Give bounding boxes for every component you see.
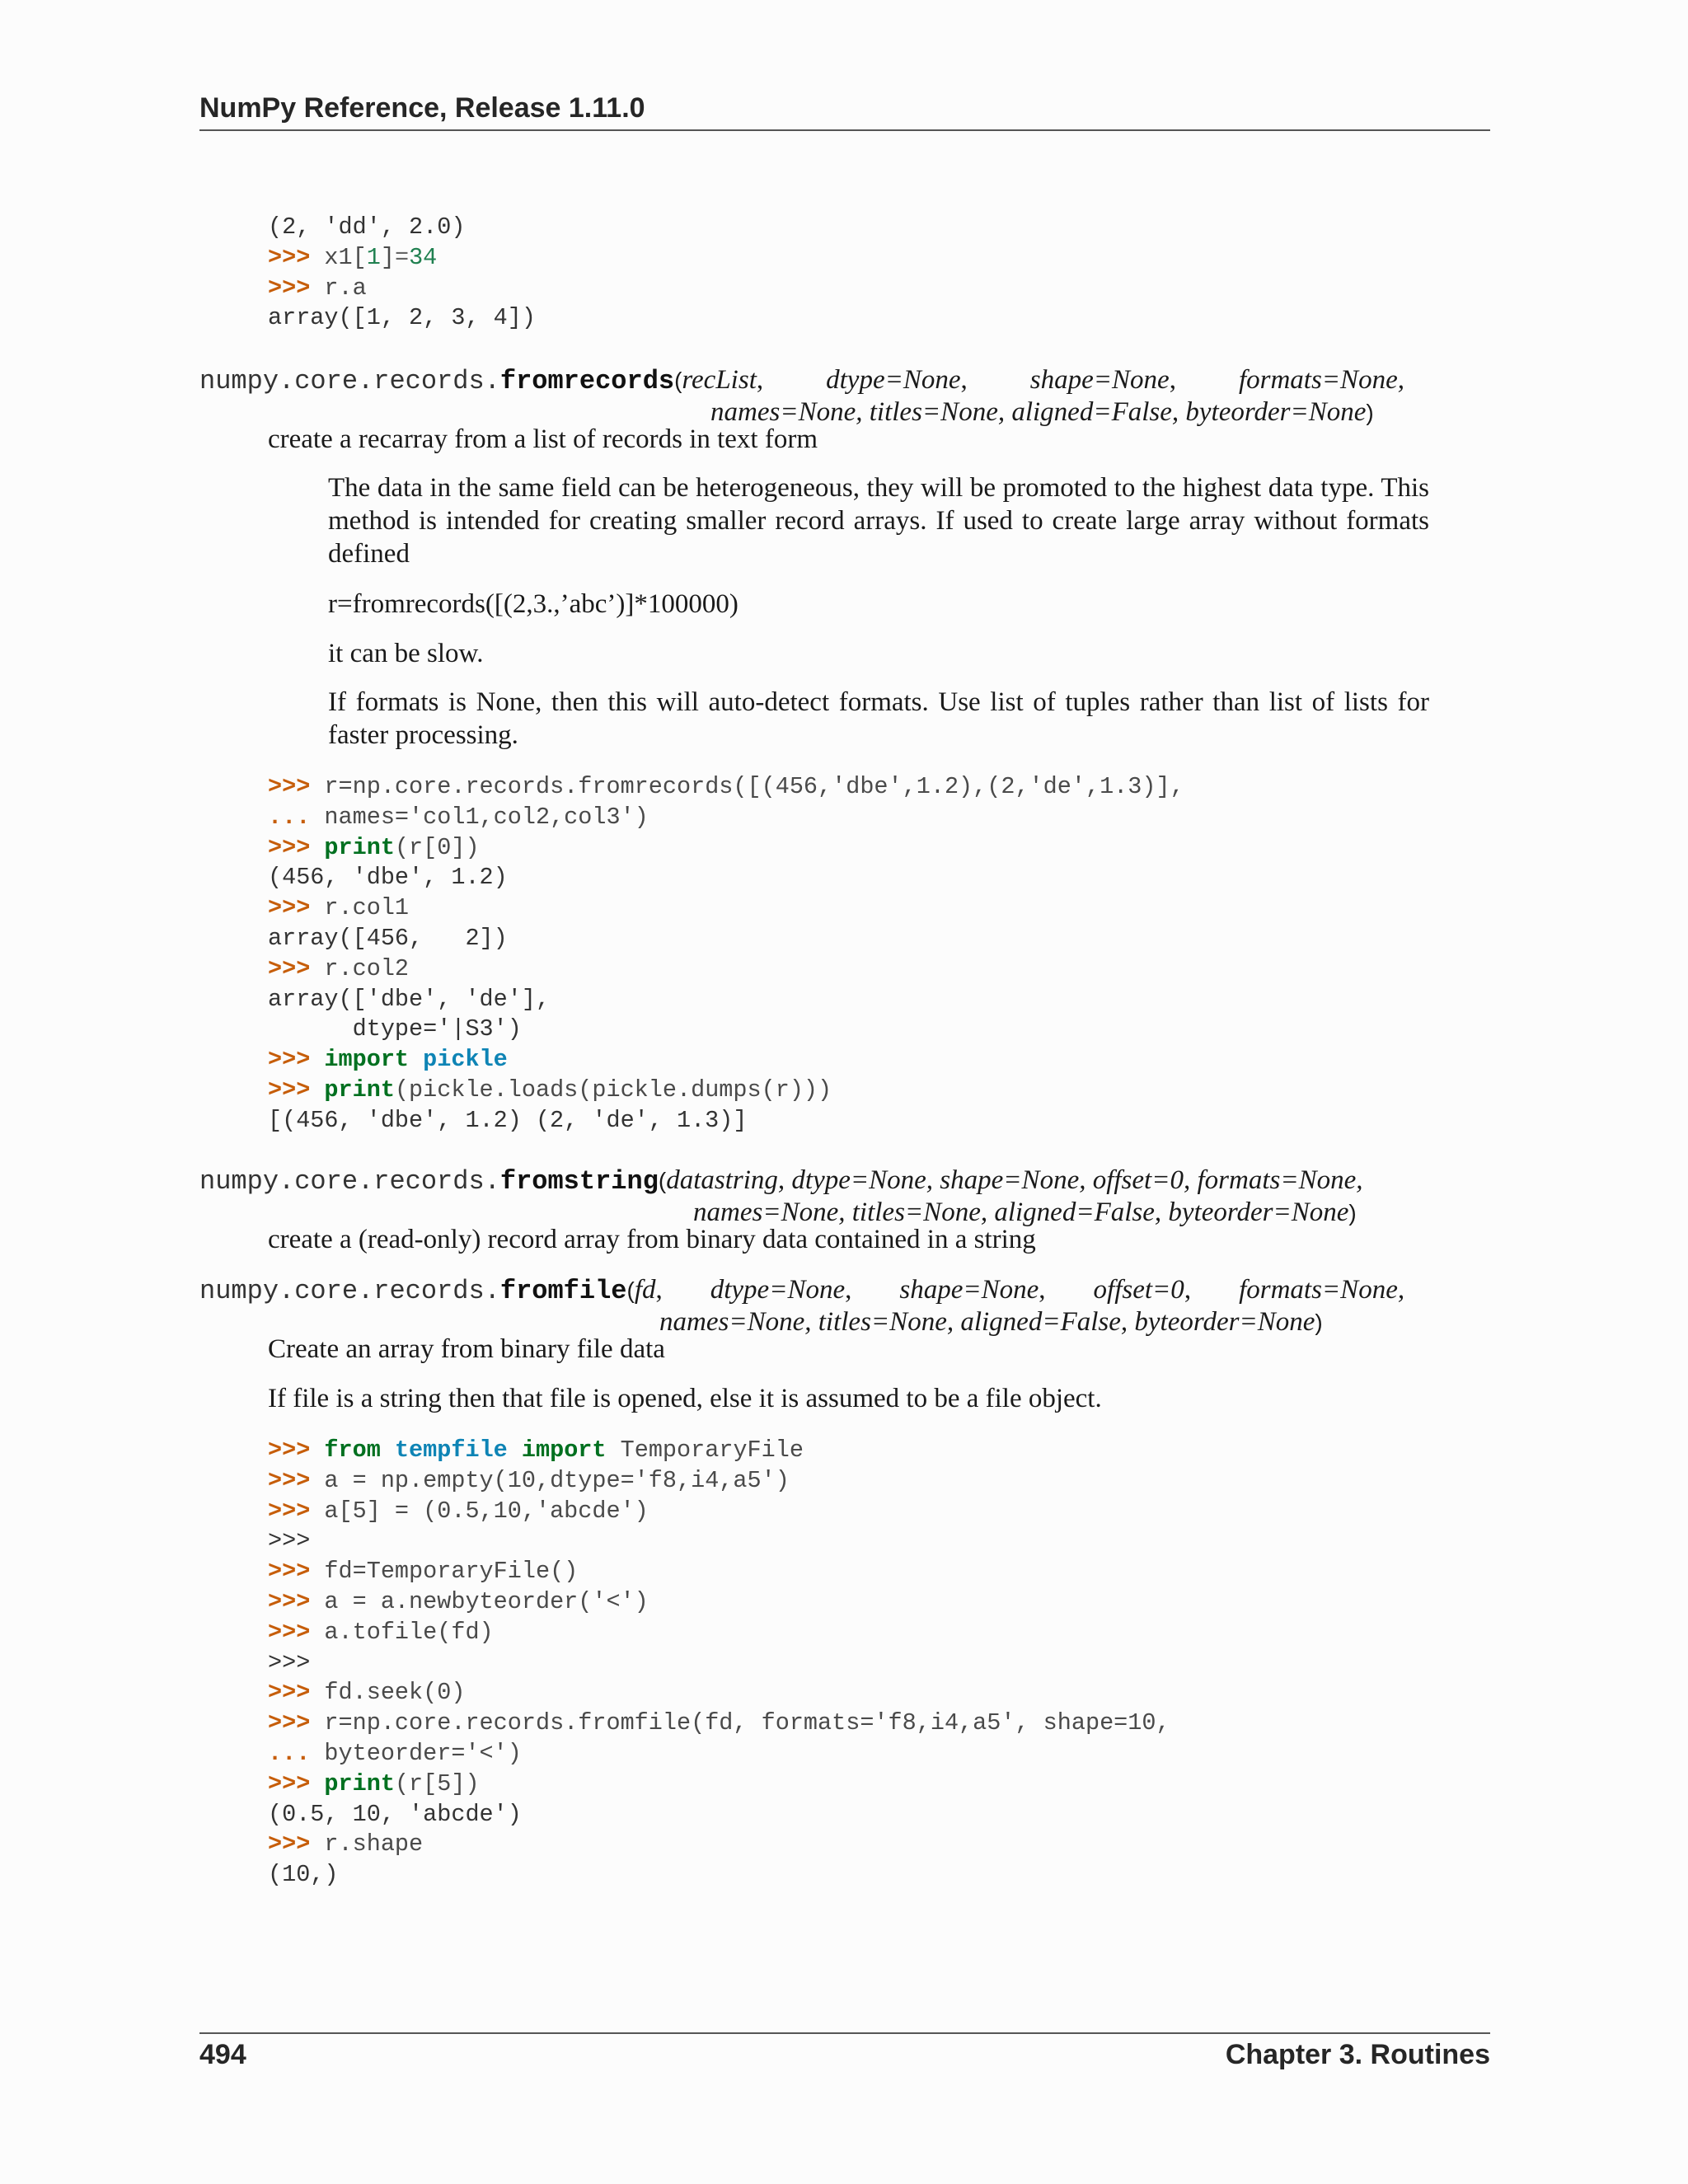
- fromfile-signature-line2: [659, 1307, 1323, 1338]
- code-output: [(456, 'dbe', 1.2) (2, 'de', 1.3)]: [268, 1106, 748, 1134]
- param: dtype=None: [710, 1275, 846, 1305]
- close-paren: ): [1348, 1200, 1357, 1226]
- code-operator: =: [394, 243, 410, 271]
- code-prompt: >>>: [268, 1679, 311, 1707]
- code-module: tempfile: [394, 1436, 508, 1464]
- code-prompt: >>>: [268, 274, 311, 302]
- code-number: 1: [366, 243, 381, 271]
- code-output: array(['dbe', 'de'],: [268, 985, 551, 1013]
- code-text: fd=TemporaryFile(): [324, 1558, 579, 1586]
- code-output: (10,): [268, 1861, 339, 1889]
- code-prompt: >>>: [268, 1497, 311, 1525]
- code-prompt: >>>: [268, 1618, 311, 1646]
- code-output: dtype='|S3'): [268, 1015, 522, 1043]
- code-keyword: from: [324, 1436, 381, 1464]
- code-text: (r[0]): [394, 833, 480, 861]
- fromrecords-signature: numpy.core.records.fromrecords(recList, dtype=None, shape=None, formats=None,: [199, 365, 1404, 396]
- chapter-title: Chapter 3. Routines: [1225, 2039, 1490, 2070]
- page-number: 494: [199, 2039, 246, 2070]
- close-paren: ): [1366, 400, 1374, 425]
- code-prompt: >>>: [268, 1436, 311, 1464]
- signature-name: fromstring: [499, 1166, 659, 1197]
- code-prompt: >>>: [268, 1709, 311, 1737]
- code-text: x1[: [324, 243, 367, 271]
- code-text: r=np.core.records.fromrecords([(456,'dbe',1.2),(2,'de',1.3)],: [324, 773, 1184, 800]
- param: fd: [634, 1275, 656, 1305]
- code-number: 34: [409, 243, 438, 271]
- open-paren: (: [658, 1168, 667, 1193]
- fromfile-signature: numpy.core.records.fromfile(fd, dtype=None, shape=None, offset=0, formats=None,: [199, 1275, 1405, 1306]
- param: shape=None: [899, 1275, 1039, 1305]
- code-text: r.a: [324, 274, 367, 302]
- code-text: r.shape: [324, 1830, 424, 1858]
- code-keyword: print: [324, 1769, 395, 1797]
- code-output: (456, 'dbe', 1.2): [268, 864, 508, 892]
- code-prompt: >>>: [268, 1558, 311, 1586]
- code-prompt: >>>: [268, 954, 311, 982]
- code-text: byteorder='<'): [324, 1739, 522, 1767]
- code-block-top: [268, 213, 536, 334]
- param-list: names=None, titles=None, aligned=False, byteorder=None: [659, 1307, 1315, 1337]
- fromstring-signature: [199, 1165, 1363, 1197]
- code-text: a.tofile(fd): [324, 1618, 494, 1646]
- open-paren: (: [626, 1277, 635, 1303]
- param: formats=None,: [1238, 365, 1404, 395]
- fromrecords-description: The data in the same field can be heterogeneous, they will be promoted to the highest data type. This method is intended for creating smaller record arrays. If used to create large array without formats defined: [328, 473, 1429, 569]
- code-text: r=np.core.records.fromfile(fd, formats='f8,i4,a5', shape=10,: [324, 1709, 1170, 1737]
- fromfile-description: If file is a string then that file is opened, else it is assumed to be a file object.: [268, 1384, 1102, 1413]
- code-keyword: print: [324, 833, 395, 861]
- code-prompt: >>>: [268, 1466, 311, 1494]
- fromrecords-note: it can be slow.: [328, 639, 484, 668]
- fromfile-code-block: [268, 1436, 1170, 1891]
- signature-name: fromrecords: [499, 366, 675, 396]
- signature-prefix: numpy.core.records.: [199, 1276, 500, 1306]
- param: recList: [682, 365, 757, 395]
- fromrecords-code-block: [268, 772, 1184, 1137]
- fromfile-summary: Create an array from binary file data: [268, 1334, 665, 1364]
- fromrecords-example-text: r=fromrecords([(2,3.,’abc’)]*100000): [328, 589, 738, 619]
- signature-name: fromfile: [499, 1276, 627, 1306]
- param: dtype=None: [826, 365, 961, 395]
- code-module: pickle: [423, 1046, 508, 1074]
- code-text: a = np.empty(10,dtype='f8,i4,a5'): [324, 1466, 790, 1494]
- code-prompt: >>>: [268, 1587, 311, 1615]
- code-output: (2, 'dd', 2.0): [268, 213, 466, 241]
- code-prompt: >>>: [268, 1830, 311, 1858]
- code-text: r.col2: [324, 954, 410, 982]
- open-paren: (: [674, 368, 682, 393]
- param-list: names=None, titles=None, aligned=False, byteorder=None: [710, 397, 1367, 427]
- code-continuation: ...: [268, 803, 311, 831]
- code-keyword: import: [521, 1436, 607, 1464]
- code-text: r.col1: [324, 894, 410, 922]
- fromrecords-formats-note: If formats is None, then this will auto-detect formats. Use list of tuples rather than list of lists for faster processing.: [328, 687, 1429, 750]
- code-prompt: >>>: [268, 1076, 311, 1104]
- code-prompt: >>>: [268, 1769, 311, 1797]
- code-output: array([456, 2]): [268, 924, 508, 952]
- code-text: fd.seek(0): [324, 1679, 466, 1707]
- code-empty-prompt: >>>: [268, 1648, 311, 1676]
- code-output: array([1, 2, 3, 4]): [268, 304, 536, 332]
- code-text: ]: [380, 243, 395, 271]
- code-text: (r[5]): [394, 1769, 480, 1797]
- code-output: (0.5, 10, 'abcde'): [268, 1800, 522, 1828]
- param-list: names=None, titles=None, aligned=False, byteorder=None: [693, 1197, 1349, 1227]
- fromstring-summary: create a (read-only) record array from binary data contained in a string: [268, 1225, 1036, 1254]
- code-text: (pickle.loads(pickle.dumps(r))): [394, 1076, 832, 1104]
- header-rule: [199, 129, 1490, 131]
- footer-rule: [199, 2032, 1490, 2034]
- code-continuation: ...: [268, 1739, 311, 1767]
- code-prompt: >>>: [268, 243, 311, 271]
- code-text: TemporaryFile: [620, 1436, 804, 1464]
- signature-prefix: numpy.core.records.: [199, 366, 500, 396]
- code-text: names='col1,col2,col3'): [324, 803, 649, 831]
- param: offset=0: [1093, 1275, 1184, 1305]
- close-paren: ): [1315, 1310, 1323, 1335]
- code-prompt: >>>: [268, 773, 311, 800]
- code-text: a[5] = (0.5,10,'abcde'): [324, 1497, 649, 1525]
- code-keyword: import: [324, 1046, 410, 1074]
- code-keyword: print: [324, 1076, 395, 1104]
- signature-prefix: numpy.core.records.: [199, 1166, 500, 1197]
- code-text: a = a.newbyteorder('<'): [324, 1587, 649, 1615]
- param: formats=None,: [1239, 1275, 1405, 1305]
- param: shape=None: [1029, 365, 1170, 395]
- code-prompt: >>>: [268, 1046, 311, 1074]
- fromrecords-summary: create a recarray from a list of records in text form: [268, 424, 818, 454]
- code-prompt: >>>: [268, 833, 311, 861]
- running-header: NumPy Reference, Release 1.11.0: [199, 92, 645, 124]
- param-list: datastring, dtype=None, shape=None, offset=0, formats=None,: [666, 1165, 1363, 1195]
- code-empty-prompt: >>>: [268, 1527, 311, 1555]
- code-prompt: >>>: [268, 894, 311, 922]
